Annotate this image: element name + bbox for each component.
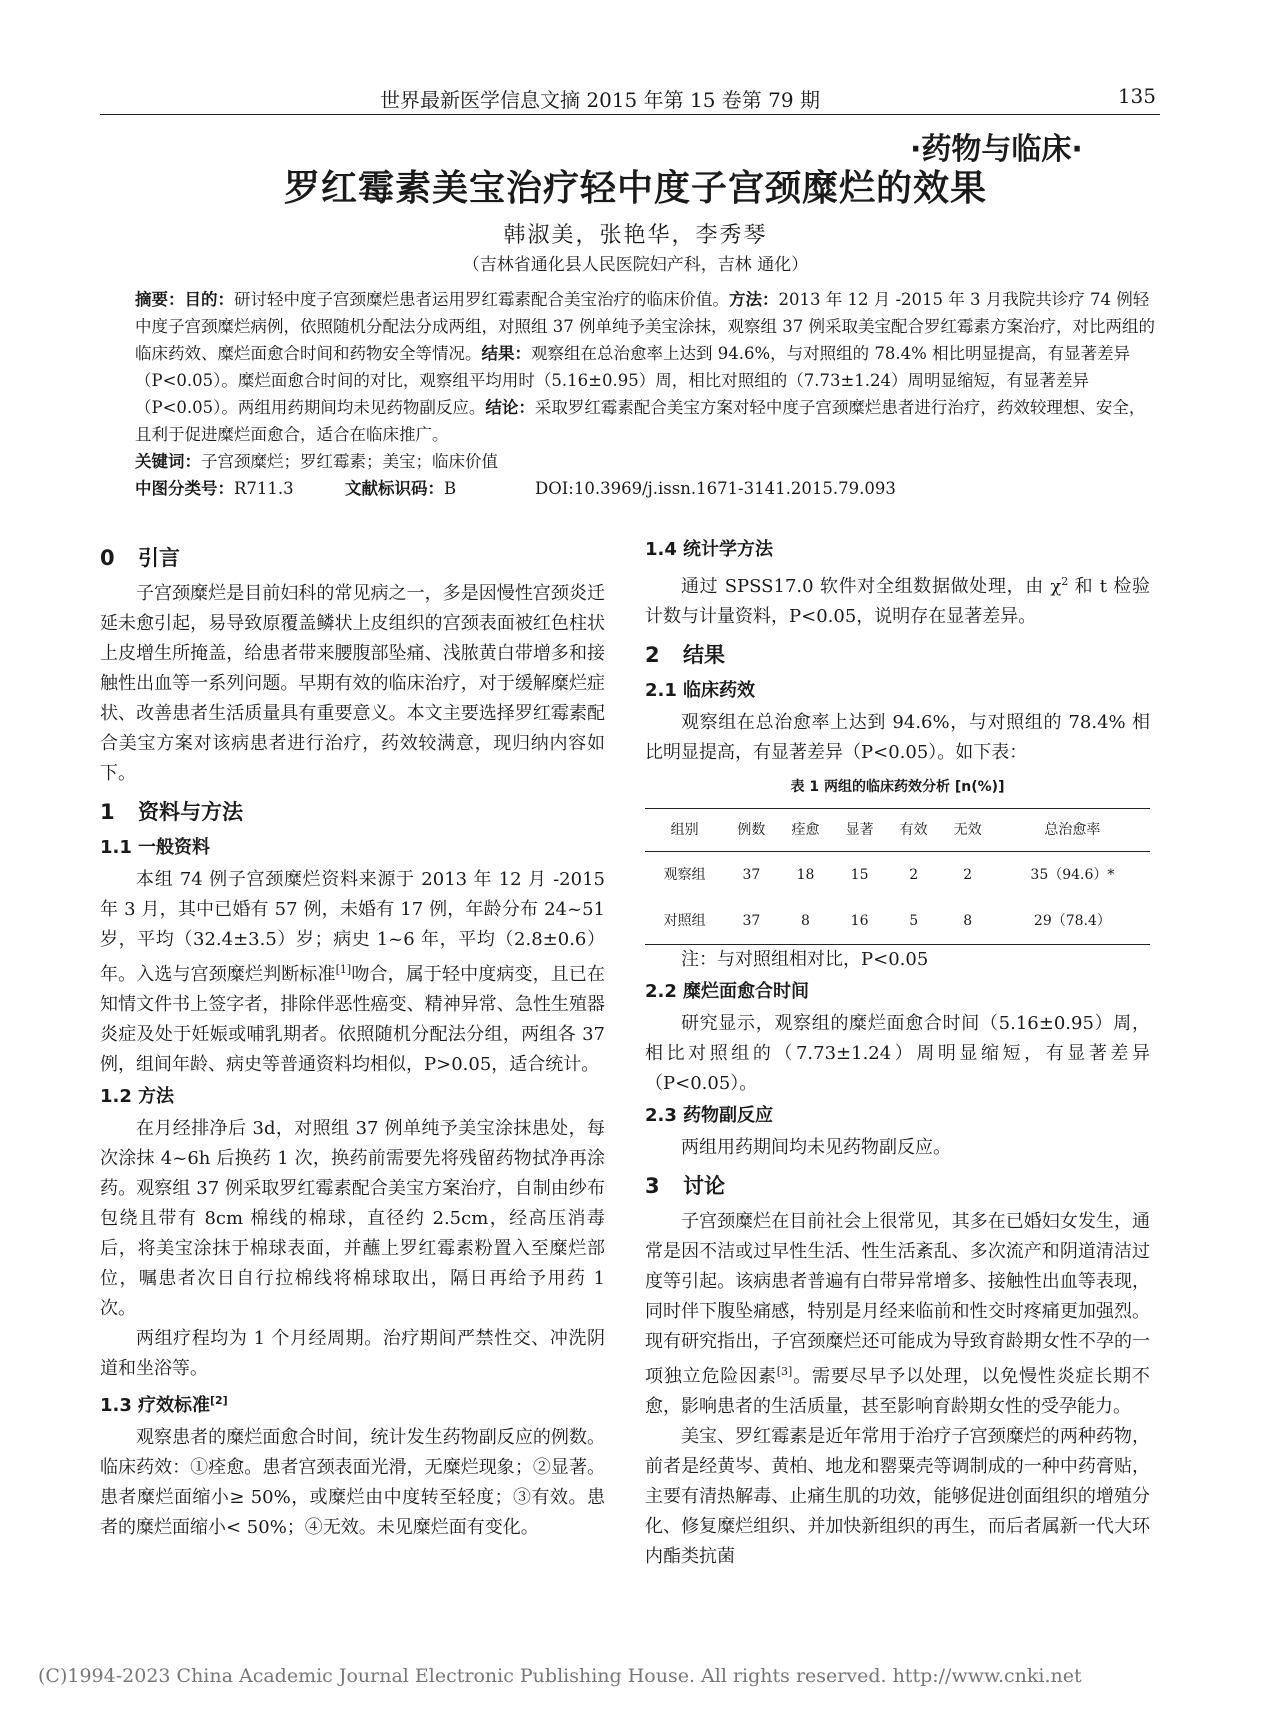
table-cell: 对照组 [645, 898, 724, 945]
copyright-footer: (C)1994-2023 China Academic Journal Electronic Publishing House. All rights reserved. http://www.cnki.net [38, 1665, 1082, 1687]
objective-label: 目的： [184, 290, 234, 309]
table-cell: 观察组 [663, 867, 706, 883]
keywords-label: 关键词： [135, 452, 201, 471]
results-label: 结果： [481, 344, 531, 363]
table-cell: 15 [850, 867, 869, 883]
table-header-cell: 组别 [645, 809, 724, 852]
heading-general-data: 1.1 一般资料 [100, 837, 210, 858]
table-cell: 37 [742, 867, 761, 883]
conclusion-label: 结论： [485, 398, 535, 417]
citation-ref: [2] [210, 1394, 228, 1407]
conclusion-text: 采取罗红霉素配合美宝方案对轻中度子宫颈糜烂患者进行治疗，药效较理想、安全，且利于促进糜烂面愈合，适合在临床推广。 [135, 398, 1146, 444]
affiliation: （吉林省通化县人民医院妇产科，吉林 通化） [462, 255, 809, 275]
table-note: 注：与对照组相对比，P<0.05 [681, 949, 929, 970]
methods-paragraph-1: 在月经排净后 3d，对照组 37 例单纯予美宝涂抹患处，每次涂抹 4~6h 后换药 1 次，换药前需要先将残留药物拭净再涂药。观察组 37 例采取罗红霉素配合美宝方案治疗，自制由纱布包绕且带有 8cm 棉线的棉球，直径约 2.5cm，经高压消毒后，将美宝涂抹于棉球表面，并蘸上罗红霉素粉置入至糜烂部位，嘱患者次日自行拉棉线将棉球取出，隔日再给予用药 1 次。 [100, 1118, 605, 1319]
table-cell: 29（78.4） [995, 898, 1150, 945]
heading-healing-time: 2.2 糜烂面愈合时间 [645, 981, 809, 1002]
efficacy-table [645, 808, 1150, 945]
objective-text: 研讨轻中度子宫颈糜烂患者运用罗红霉素配合美宝治疗的临床价值。 [234, 290, 729, 309]
table-row [645, 852, 1150, 899]
right-column [645, 535, 1150, 1572]
methods-paragraph-2: 两组疗程均为 1 个月经周期。治疗期间严禁性交、冲洗阴道和坐浴等。 [100, 1328, 605, 1379]
table-cell: 37 [724, 898, 778, 945]
heading-intro: 0 引言 [100, 546, 180, 570]
table-title: 表 1 两组的临床药效分析 [n(%)] [790, 779, 1005, 795]
heading-efficacy-criteria: 1.3 疗效标准[2] [100, 1394, 228, 1416]
page-number: 135 [1117, 84, 1156, 108]
journal-issue: 世界最新医学信息文摘 2015 年第 15 卷第 79 期 [380, 88, 820, 112]
discussion-paragraph-2: 美宝、罗红霉素是近年常用于治疗子宫颈糜烂的两种药物，前者是经黄岑、黄柏、地龙和罂粟壳等调制成的一种中药膏贴，主要有清热解毒、止痛生肌的功效，能够促进创面组织的增殖分化、修复糜烂组织、并加快新组织的再生，而后者属新一代大环内酯类抗菌 [645, 1426, 1150, 1567]
column-tag: ·药物与临床· [910, 132, 1083, 167]
table-cell: 8 [778, 898, 832, 945]
table-row [645, 898, 1150, 945]
clc-value: R711.3 [234, 479, 294, 498]
table-header-cell: 痊愈 [778, 809, 832, 852]
table-header-cell: 显著 [833, 809, 887, 852]
citation-ref: [1] [335, 963, 352, 976]
citation-ref: [3] [776, 1365, 793, 1378]
doi: DOI:10.3969/j.issn.1671-3141.2015.79.093 [535, 479, 896, 498]
intro-paragraph: 子宫颈糜烂是目前妇科的常见病之一，多是因慢性宫颈炎迁延未愈引起，易导致原覆盖鳞状上皮组织的宫颈表面被红色柱状上皮增生所掩盖，给患者带来腰腹部坠痛、浅脓黄白带增多和接触性出血等一系列问题。早期有效的临床治疗，对于缓解糜烂症状、改善患者生活质量具有重要意义。本文主要选择罗红霉素配合美宝方案对该病患者进行治疗，药效较满意，现归纳内容如下。 [100, 583, 605, 784]
heading-results: 2 结果 [645, 643, 725, 667]
statistics-paragraph: 通过 SPSS17.0 软件对全组数据做处理，由 $\chi^2$ 和 t 检验计数与计量资料，P<0.05，说明存在显著差异。 [645, 575, 1150, 627]
classification-line [135, 475, 1155, 502]
adverse-reactions-paragraph: 两组用药期间均未见药物副反应。 [681, 1137, 951, 1158]
keywords [135, 448, 1155, 475]
results-text: 观察组在总治愈率上达到 94.6%，与对照组的 78.4% 相比明显提高，有显著差异（P<0.05）。糜烂面愈合时间的对比，观察组平均用时（5.16±0.95）周，相比对照组的（7.73±1.24）周明显缩短，有显著差异（P<0.05）。两组用药期间均未见药物副反应。 [135, 344, 1131, 417]
heading-materials-methods: 1 资料与方法 [100, 800, 243, 824]
abstract-body [135, 286, 1155, 448]
clinical-efficacy-paragraph: 观察组在总治愈率上达到 94.6%，与对照组的 78.4% 相比明显提高，有显著差异（P<0.05）。如下表： [645, 712, 1150, 763]
running-head [100, 84, 1160, 115]
table-cell: 35（94.6）* [1030, 867, 1115, 883]
heading-discussion: 3 讨论 [645, 1174, 725, 1198]
table-cell: 2 [909, 867, 919, 883]
table-header-cell: 总治愈率 [995, 809, 1150, 852]
discussion-paragraph-1: 子宫颈糜烂在目前社会上很常见，其多在已婚妇女发生，通常是因不洁或过早性生活、性生活紊乱、多次流产和阴道清洁过度等引起。该病患者普遍有白带异常增多、接触性出血等表现，同时伴下腹坠痛感，特别是月经来临前和性交时疼痛更加强烈。现有研究指出，子宫颈糜烂还可能成为导致育龄期女性不孕的一项独立危险因素[3]。需要尽早予以处理，以免慢性炎症长期不愈，影响患者的生活质量，甚至影响育龄期女性的受孕能力。 [645, 1211, 1151, 1417]
table-cell: 5 [887, 898, 941, 945]
heading-adverse-reactions: 2.3 药物副反应 [645, 1105, 773, 1126]
table-header-cell: 无效 [941, 809, 995, 852]
clc-label: 中图分类号： [135, 479, 234, 498]
article-title: 罗红霉素美宝治疗轻中度子宫颈糜烂的效果 [283, 168, 987, 209]
authors: 韩淑美，张艳华，李秀琴 [503, 223, 768, 248]
abstract [135, 286, 1155, 502]
heading-methods: 1.2 方法 [100, 1086, 174, 1107]
healing-time-paragraph: 研究显示，观察组的糜烂面愈合时间（5.16±0.95）周，相比对照组的（7.73±1.24）周明显缩短，有显著差异（P<0.05）。 [645, 1013, 1150, 1094]
abstract-label: 摘要： [135, 290, 185, 309]
table-cell: 16 [833, 898, 887, 945]
table-cell: 2 [963, 867, 973, 883]
table-header-cell: 例数 [724, 809, 778, 852]
doc-code-label: 文献标识码： [345, 479, 444, 498]
keywords-text: 子宫颈糜烂；罗红霉素；美宝；临床价值 [201, 452, 498, 471]
efficacy-criteria-paragraph: 观察患者的糜烂面愈合时间，统计发生药物副反应的例数。临床药效：①痊愈。患者宫颈表面光滑，无糜烂现象；②显著。患者糜烂面缩小≥ 50%，或糜烂由中度转至轻度；③有效。患者的糜烂面缩小< 50%；④无效。未见糜烂面有变化。 [100, 1427, 605, 1538]
left-column [100, 535, 605, 1543]
methods-text: 2013 年 12 月 -2015 年 3 月我院共诊疗 74 例轻中度子宫颈糜烂病例，依照随机分配法分成两组，对照组 37 例单纯予美宝涂抹，观察组 37 例采取美宝配合罗红霉素方案治疗，对比两组的临床药效、糜烂面愈合时间和药物安全等情况。 [135, 290, 1155, 363]
methods-label: 方法： [729, 290, 779, 309]
heading-statistics: 1.4 统计学方法 [645, 539, 773, 560]
heading-clinical-efficacy: 2.1 临床药效 [645, 680, 755, 701]
table-header-row [645, 809, 1150, 852]
doc-code-value: B [444, 479, 457, 498]
table-cell: 18 [796, 867, 815, 883]
general-data-paragraph: 本组 74 例子宫颈糜烂资料来源于 2013 年 12 月 -2015 年 3 月，其中已婚有 57 例，未婚有 17 例，年龄分布 24~51 岁，平均（32.4±3.5）岁；病史 1~6 年，平均（2.8±0.6）年。入选与宫颈糜烂判断标准[1]吻合，属于轻中度病变，且已在知情文件书上签字者，排除伴恶性癌变、精神异常、急性生殖器炎症及处于妊娠或哺乳期者。依照随机分配法分组，两组各 37 例，组间年龄、病史等普通资料均相似，P>0.05，适合统计。 [100, 869, 605, 1075]
table-cell: 8 [941, 898, 995, 945]
table-header-cell: 有效 [887, 809, 941, 852]
